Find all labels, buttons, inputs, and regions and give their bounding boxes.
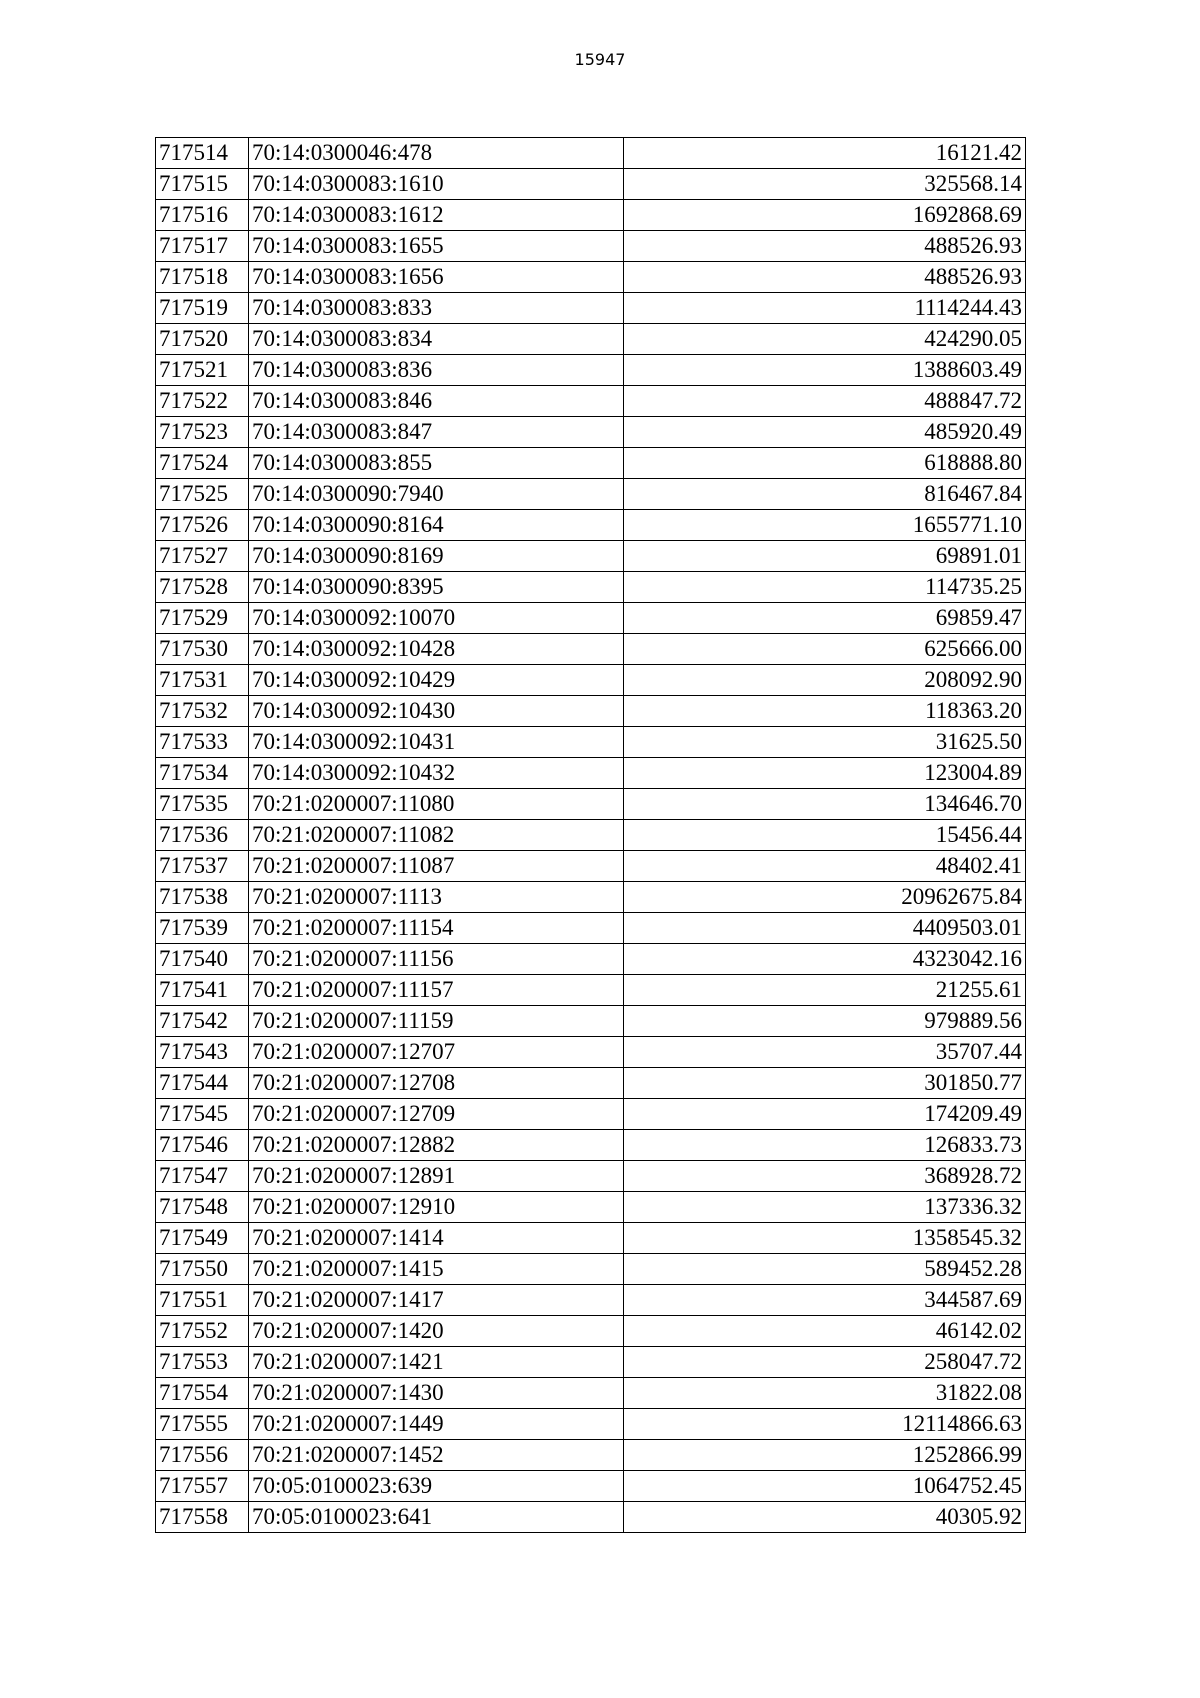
cadastral-number-cell: 70:14:0300092:10429 (249, 665, 624, 696)
value-cell: 208092.90 (624, 665, 1026, 696)
table-row (156, 913, 1026, 944)
row-number-cell: 717545 (156, 1099, 249, 1130)
row-number-cell: 717544 (156, 1068, 249, 1099)
row-number-cell: 717528 (156, 572, 249, 603)
table-row (156, 1378, 1026, 1409)
cadastral-number-cell: 70:14:0300090:8395 (249, 572, 624, 603)
row-number-cell: 717554 (156, 1378, 249, 1409)
table-row (156, 138, 1026, 169)
value-cell: 301850.77 (624, 1068, 1026, 1099)
table-row (156, 1502, 1026, 1533)
cadastral-number-cell: 70:21:0200007:12709 (249, 1099, 624, 1130)
cadastral-number-cell: 70:14:0300083:1610 (249, 169, 624, 200)
cadastral-number-cell: 70:14:0300046:478 (249, 138, 624, 169)
row-number-cell: 717538 (156, 882, 249, 913)
table-row (156, 293, 1026, 324)
value-cell: 137336.32 (624, 1192, 1026, 1223)
value-cell: 134646.70 (624, 789, 1026, 820)
page-number: 15947 (574, 50, 626, 69)
row-number-cell: 717540 (156, 944, 249, 975)
cadastral-number-cell: 70:21:0200007:11154 (249, 913, 624, 944)
cadastral-number-cell: 70:21:0200007:12910 (249, 1192, 624, 1223)
cadastral-number-cell: 70:14:0300092:10070 (249, 603, 624, 634)
cadastral-number-cell: 70:21:0200007:1417 (249, 1285, 624, 1316)
table-row (156, 1068, 1026, 1099)
table-row (156, 1316, 1026, 1347)
table-row (156, 231, 1026, 262)
cadastral-number-cell: 70:05:0100023:639 (249, 1471, 624, 1502)
row-number-cell: 717550 (156, 1254, 249, 1285)
table-row (156, 1006, 1026, 1037)
cadastral-number-cell: 70:14:0300083:836 (249, 355, 624, 386)
row-number-cell: 717515 (156, 169, 249, 200)
cadastral-number-cell: 70:14:0300092:10430 (249, 696, 624, 727)
table-row (156, 262, 1026, 293)
row-number-cell: 717552 (156, 1316, 249, 1347)
row-number-cell: 717519 (156, 293, 249, 324)
row-number-cell: 717526 (156, 510, 249, 541)
cadastral-number-cell: 70:21:0200007:11082 (249, 820, 624, 851)
value-cell: 126833.73 (624, 1130, 1026, 1161)
row-number-cell: 717548 (156, 1192, 249, 1223)
row-number-cell: 717535 (156, 789, 249, 820)
value-cell: 31822.08 (624, 1378, 1026, 1409)
cadastral-number-cell: 70:21:0200007:12708 (249, 1068, 624, 1099)
row-number-cell: 717530 (156, 634, 249, 665)
value-cell: 123004.89 (624, 758, 1026, 789)
table-row (156, 1161, 1026, 1192)
cadastral-number-cell: 70:14:0300090:7940 (249, 479, 624, 510)
row-number-cell: 717533 (156, 727, 249, 758)
cadastral-number-cell: 70:21:0200007:1415 (249, 1254, 624, 1285)
value-cell: 21255.61 (624, 975, 1026, 1006)
table-row (156, 1130, 1026, 1161)
value-cell: 118363.20 (624, 696, 1026, 727)
table-row (156, 1223, 1026, 1254)
value-cell: 12114866.63 (624, 1409, 1026, 1440)
value-cell: 1358545.32 (624, 1223, 1026, 1254)
row-number-cell: 717546 (156, 1130, 249, 1161)
cadastral-number-cell: 70:21:0200007:12882 (249, 1130, 624, 1161)
value-cell: 589452.28 (624, 1254, 1026, 1285)
row-number-cell: 717536 (156, 820, 249, 851)
cadastral-number-cell: 70:14:0300083:847 (249, 417, 624, 448)
table-row (156, 1471, 1026, 1502)
value-cell: 368928.72 (624, 1161, 1026, 1192)
value-cell: 325568.14 (624, 169, 1026, 200)
table-row (156, 572, 1026, 603)
table-row (156, 603, 1026, 634)
row-number-cell: 717527 (156, 541, 249, 572)
table-row (156, 510, 1026, 541)
cadastral-number-cell: 70:21:0200007:1430 (249, 1378, 624, 1409)
row-number-cell: 717521 (156, 355, 249, 386)
table-row (156, 1254, 1026, 1285)
value-cell: 114735.25 (624, 572, 1026, 603)
value-cell: 1064752.45 (624, 1471, 1026, 1502)
row-number-cell: 717517 (156, 231, 249, 262)
cadastral-number-cell: 70:14:0300083:1612 (249, 200, 624, 231)
table-row (156, 727, 1026, 758)
row-number-cell: 717542 (156, 1006, 249, 1037)
value-cell: 4323042.16 (624, 944, 1026, 975)
cadastral-number-cell: 70:21:0200007:12707 (249, 1037, 624, 1068)
row-number-cell: 717547 (156, 1161, 249, 1192)
value-cell: 69891.01 (624, 541, 1026, 572)
cadastral-number-cell: 70:05:0100023:641 (249, 1502, 624, 1533)
value-cell: 424290.05 (624, 324, 1026, 355)
cadastral-number-cell: 70:14:0300083:1656 (249, 262, 624, 293)
row-number-cell: 717534 (156, 758, 249, 789)
table-row (156, 696, 1026, 727)
table-row (156, 758, 1026, 789)
cadastral-number-cell: 70:21:0200007:11080 (249, 789, 624, 820)
value-cell: 816467.84 (624, 479, 1026, 510)
row-number-cell: 717555 (156, 1409, 249, 1440)
row-number-cell: 717557 (156, 1471, 249, 1502)
table-row (156, 789, 1026, 820)
row-number-cell: 717556 (156, 1440, 249, 1471)
cadastral-number-cell: 70:14:0300092:10431 (249, 727, 624, 758)
table-row (156, 355, 1026, 386)
row-number-cell: 717516 (156, 200, 249, 231)
row-number-cell: 717525 (156, 479, 249, 510)
value-cell: 488847.72 (624, 386, 1026, 417)
table-row (156, 1409, 1026, 1440)
cadastral-number-cell: 70:21:0200007:1449 (249, 1409, 624, 1440)
value-cell: 488526.93 (624, 231, 1026, 262)
value-cell: 258047.72 (624, 1347, 1026, 1378)
row-number-cell: 717543 (156, 1037, 249, 1068)
cadastral-number-cell: 70:21:0200007:11159 (249, 1006, 624, 1037)
row-number-cell: 717524 (156, 448, 249, 479)
table-row (156, 1099, 1026, 1130)
row-number-cell: 717537 (156, 851, 249, 882)
table-row (156, 1037, 1026, 1068)
row-number-cell: 717531 (156, 665, 249, 696)
table-row (156, 541, 1026, 572)
row-number-cell: 717514 (156, 138, 249, 169)
cadastral-number-cell: 70:14:0300090:8164 (249, 510, 624, 541)
cadastral-number-cell: 70:21:0200007:11156 (249, 944, 624, 975)
table-row (156, 200, 1026, 231)
value-cell: 485920.49 (624, 417, 1026, 448)
value-cell: 1388603.49 (624, 355, 1026, 386)
value-cell: 4409503.01 (624, 913, 1026, 944)
value-cell: 31625.50 (624, 727, 1026, 758)
row-number-cell: 717523 (156, 417, 249, 448)
value-cell: 1114244.43 (624, 293, 1026, 324)
value-cell: 1252866.99 (624, 1440, 1026, 1471)
value-cell: 1692868.69 (624, 200, 1026, 231)
row-number-cell: 717522 (156, 386, 249, 417)
value-cell: 15456.44 (624, 820, 1026, 851)
row-number-cell: 717518 (156, 262, 249, 293)
cadastral-number-cell: 70:21:0200007:11157 (249, 975, 624, 1006)
row-number-cell: 717558 (156, 1502, 249, 1533)
cadastral-number-cell: 70:21:0200007:1414 (249, 1223, 624, 1254)
table-row (156, 479, 1026, 510)
row-number-cell: 717532 (156, 696, 249, 727)
row-number-cell: 717549 (156, 1223, 249, 1254)
table-row (156, 665, 1026, 696)
value-cell: 20962675.84 (624, 882, 1026, 913)
value-cell: 16121.42 (624, 138, 1026, 169)
value-cell: 344587.69 (624, 1285, 1026, 1316)
table-row (156, 386, 1026, 417)
table-row (156, 448, 1026, 479)
cadastral-number-cell: 70:14:0300092:10428 (249, 634, 624, 665)
value-cell: 618888.80 (624, 448, 1026, 479)
table-row (156, 417, 1026, 448)
row-number-cell: 717539 (156, 913, 249, 944)
table-row (156, 324, 1026, 355)
value-cell: 35707.44 (624, 1037, 1026, 1068)
table-row (156, 975, 1026, 1006)
value-cell: 69859.47 (624, 603, 1026, 634)
table-row (156, 944, 1026, 975)
value-cell: 979889.56 (624, 1006, 1026, 1037)
cadastral-number-cell: 70:14:0300092:10432 (249, 758, 624, 789)
cadastral-number-cell: 70:21:0200007:11087 (249, 851, 624, 882)
cadastral-number-cell: 70:21:0200007:1421 (249, 1347, 624, 1378)
value-cell: 488526.93 (624, 262, 1026, 293)
row-number-cell: 717529 (156, 603, 249, 634)
cadastral-number-cell: 70:14:0300083:1655 (249, 231, 624, 262)
table-row (156, 820, 1026, 851)
cadastral-number-cell: 70:14:0300083:855 (249, 448, 624, 479)
cadastral-number-cell: 70:21:0200007:1452 (249, 1440, 624, 1471)
cadastral-number-cell: 70:14:0300090:8169 (249, 541, 624, 572)
value-cell: 1655771.10 (624, 510, 1026, 541)
cadastral-number-cell: 70:14:0300083:834 (249, 324, 624, 355)
table-row (156, 1192, 1026, 1223)
cadastral-number-cell: 70:14:0300083:833 (249, 293, 624, 324)
cadastral-number-cell: 70:21:0200007:1113 (249, 882, 624, 913)
cadastral-number-cell: 70:21:0200007:12891 (249, 1161, 624, 1192)
cadastral-number-cell: 70:21:0200007:1420 (249, 1316, 624, 1347)
table-row (156, 634, 1026, 665)
value-cell: 40305.92 (624, 1502, 1026, 1533)
table-row (156, 169, 1026, 200)
row-number-cell: 717541 (156, 975, 249, 1006)
cadastral-value-table (155, 137, 1026, 1533)
row-number-cell: 717553 (156, 1347, 249, 1378)
table-row (156, 851, 1026, 882)
table-row (156, 1440, 1026, 1471)
table-body (156, 138, 1026, 1533)
table-row (156, 882, 1026, 913)
value-cell: 46142.02 (624, 1316, 1026, 1347)
table-row (156, 1285, 1026, 1316)
cadastral-number-cell: 70:14:0300083:846 (249, 386, 624, 417)
row-number-cell: 717551 (156, 1285, 249, 1316)
row-number-cell: 717520 (156, 324, 249, 355)
value-cell: 174209.49 (624, 1099, 1026, 1130)
table-row (156, 1347, 1026, 1378)
value-cell: 48402.41 (624, 851, 1026, 882)
value-cell: 625666.00 (624, 634, 1026, 665)
